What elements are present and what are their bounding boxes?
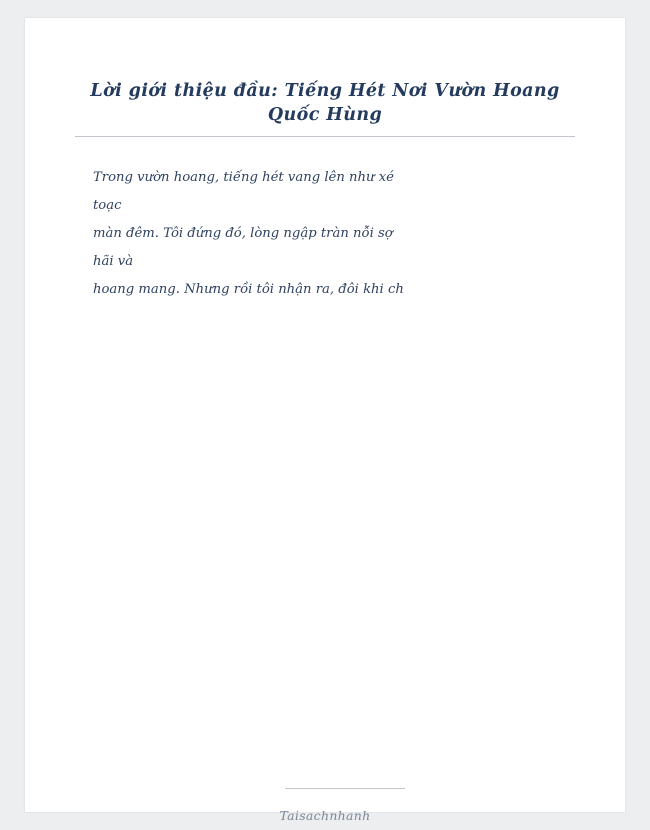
- body-line: toạc: [93, 198, 122, 213]
- body-line: màn đêm. Tôi đứng đó, lòng ngập tràn nỗi sợ: [93, 226, 393, 241]
- document-body: [93, 164, 563, 304]
- body-line: Trong vườn hoang, tiếng hét vang lên như xé: [93, 170, 394, 185]
- page-title: Lời giới thiệu đầu: Tiếng Hét Nơi Vườn Hoang Quốc Hùng: [90, 81, 560, 125]
- body-line: hãi và: [93, 254, 134, 269]
- footer-divider: [285, 788, 405, 789]
- body-line: hoang mang. Nhưng rồi tôi nhận ra, đôi khi ch: [93, 282, 404, 297]
- title-divider: [75, 136, 575, 137]
- document-page: [25, 18, 625, 823]
- footer-watermark: Taisachnhanh: [279, 808, 371, 823]
